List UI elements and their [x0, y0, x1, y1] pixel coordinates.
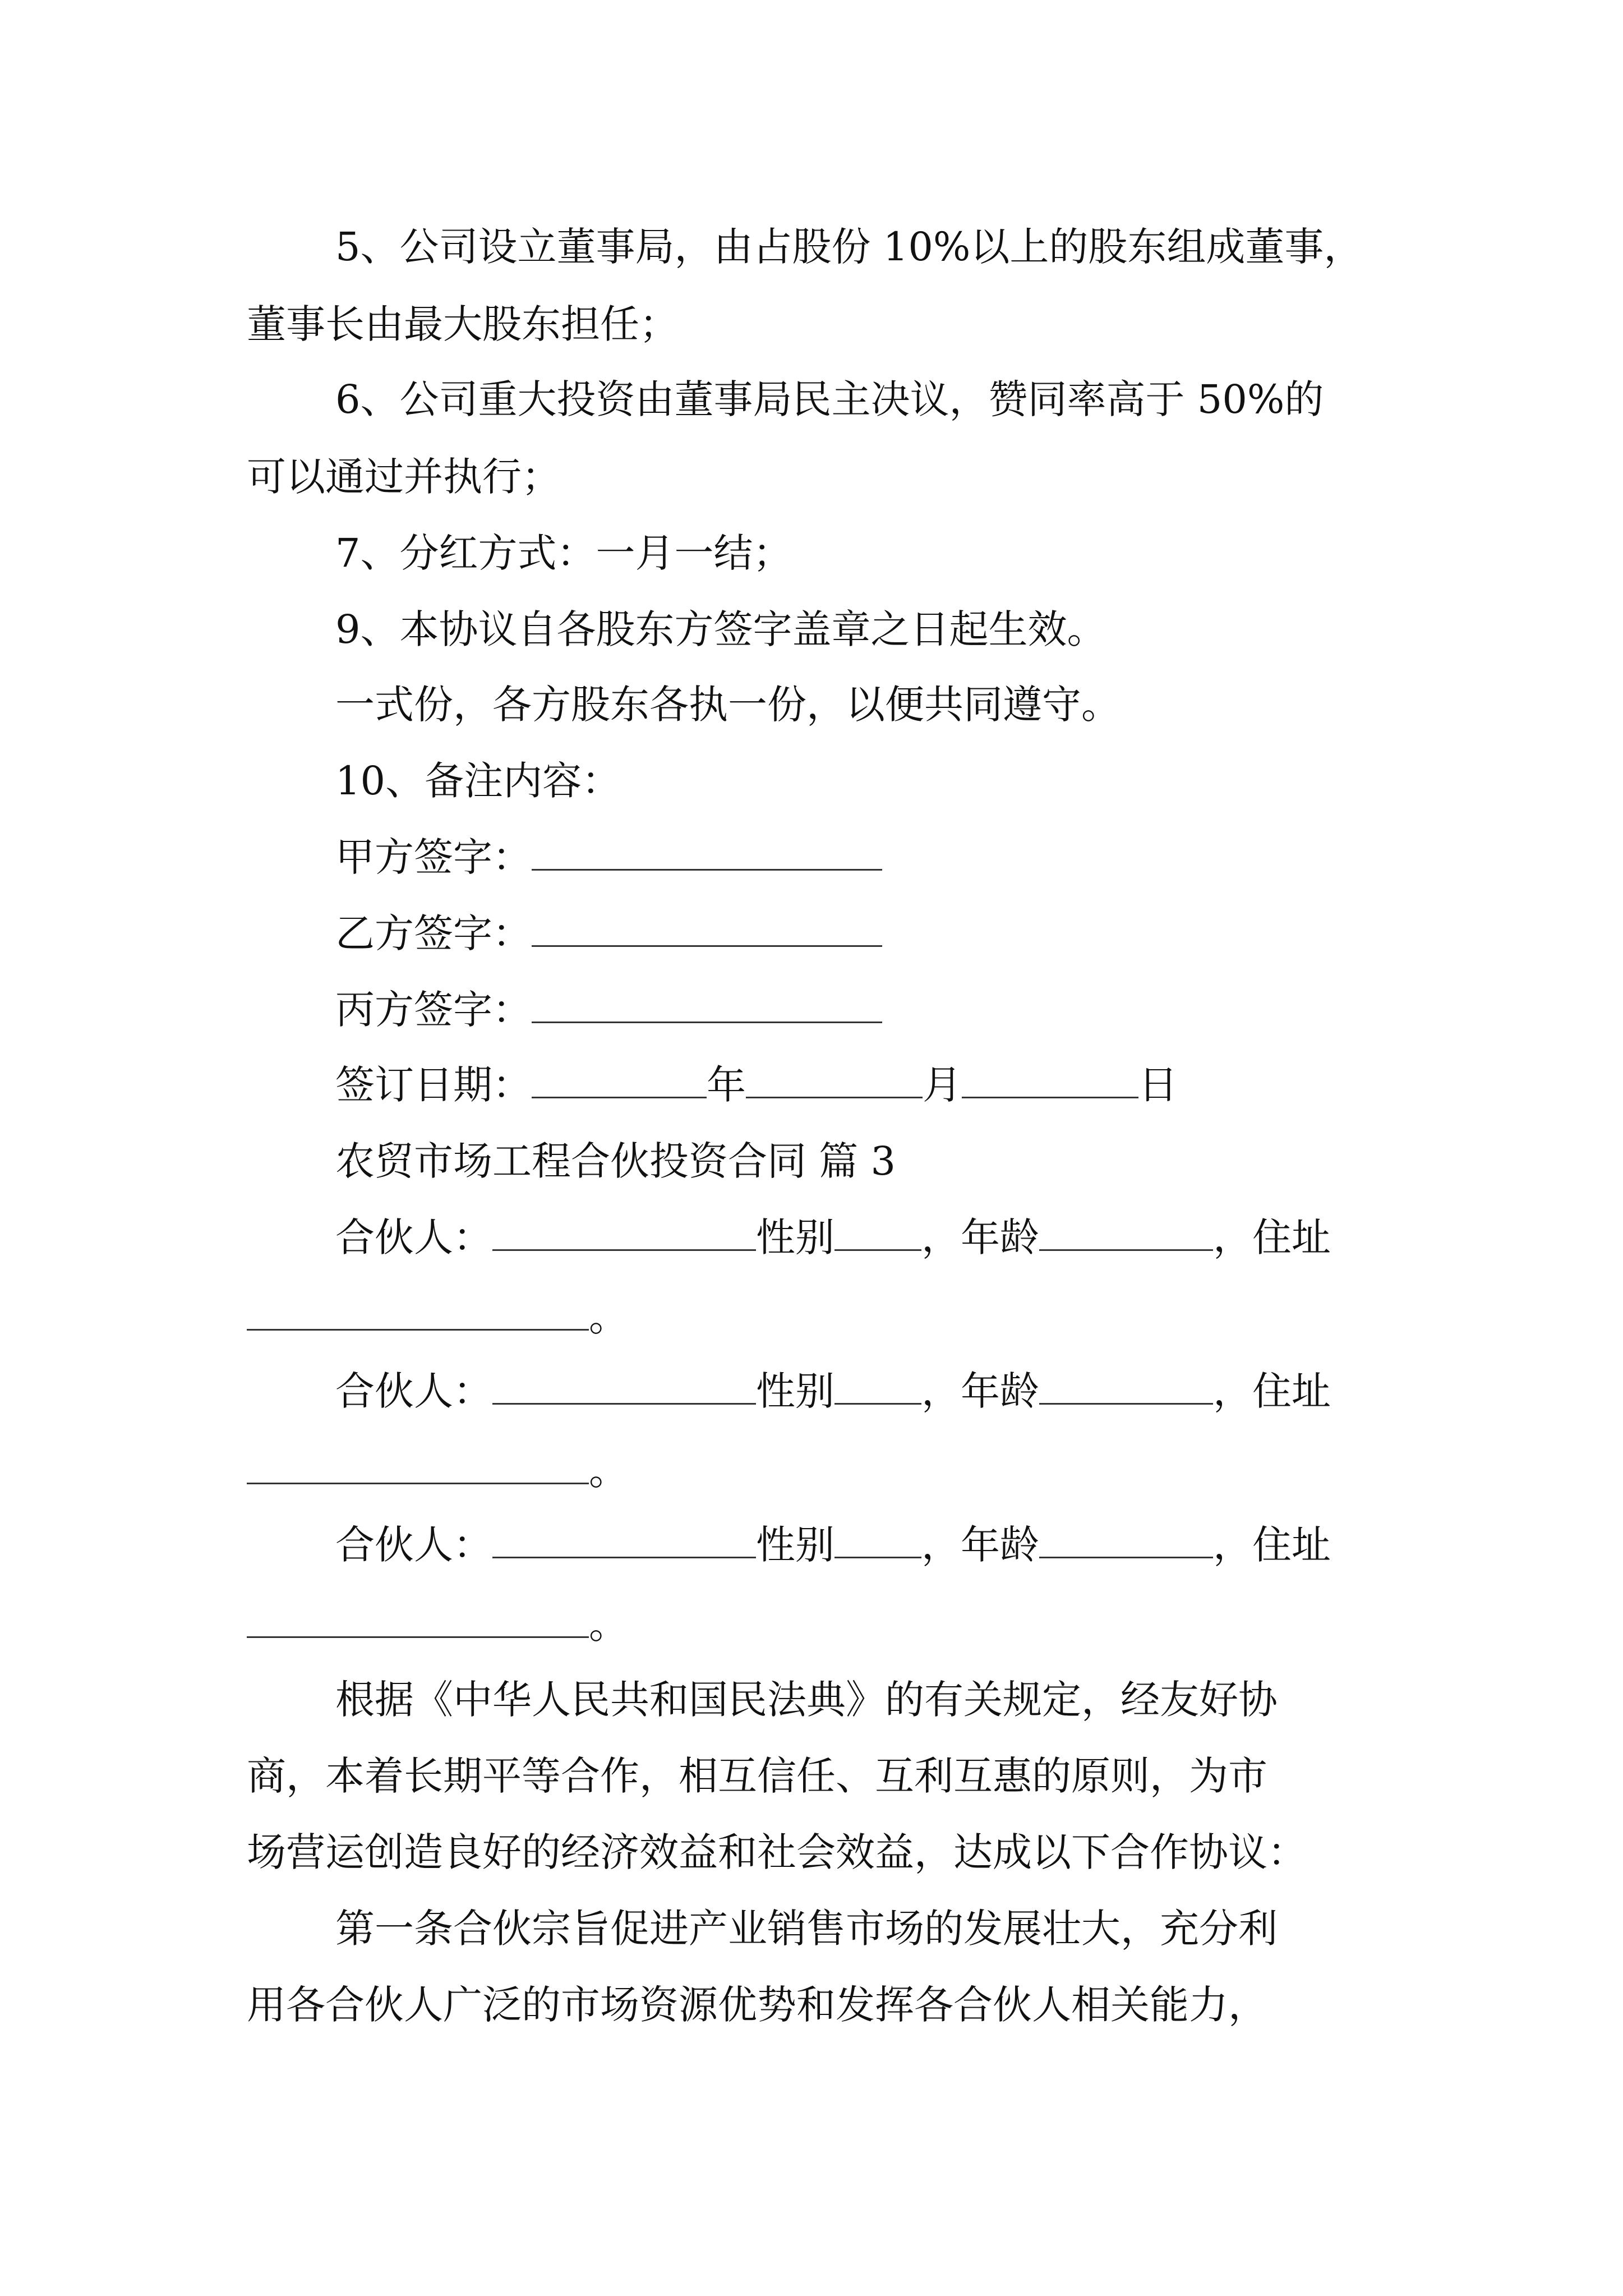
clause-10: 10、备注内容：	[335, 758, 621, 804]
clause-9: 9、本协议自各股东方签字盖章之日起生效。	[335, 606, 1106, 652]
partner-2-name-blank	[492, 1368, 756, 1405]
partner-2-age-blank	[1039, 1368, 1213, 1405]
partner-2-age-label: ，年龄	[921, 1368, 1039, 1414]
partner-3-address-row	[247, 1596, 628, 1653]
article-1-line-1: 第一条合伙宗旨促进产业销售市场的发展壮大，充分利	[335, 1906, 1278, 1952]
clause-5-line-2: 董事长由最大股东担任；	[247, 301, 679, 347]
preamble-line-2: 商，本着长期平等合作，相互信任、互利互惠的原则，为市	[247, 1753, 1267, 1799]
partner-1-label: 合伙人：	[335, 1214, 492, 1260]
party-b-signature-blank	[532, 910, 882, 947]
month-blank	[746, 1062, 923, 1098]
preamble-line-3: 场营运创造良好的经济效益和社会效益，达成以下合作协议：	[247, 1829, 1307, 1875]
partner-3-age-blank	[1039, 1522, 1213, 1558]
party-a-signature-row	[335, 829, 882, 885]
party-c-signature-label: 丙方签字：	[335, 987, 532, 1033]
partner-1-gender-blank	[834, 1214, 921, 1251]
partner-3-label: 合伙人：	[335, 1522, 492, 1568]
partner-2-end-mark: 。	[589, 1448, 628, 1494]
party-c-signature-row	[335, 982, 882, 1038]
partner-2-label: 合伙人：	[335, 1368, 492, 1414]
partner-2-address-blank	[247, 1448, 589, 1484]
signing-date-label: 签订日期：	[335, 1062, 532, 1108]
party-b-signature-row	[335, 905, 882, 961]
partner-3-gender-label: 性别	[756, 1522, 834, 1568]
partner-2-row	[335, 1363, 1331, 1419]
year-label: 年	[707, 1062, 746, 1108]
partner-3-name-blank	[492, 1522, 756, 1558]
partner-3-gender-blank	[834, 1522, 921, 1558]
clause-6-line-1: 6、公司重大投资由董事局民主决议，赞同率高于 50%的	[335, 376, 1324, 422]
party-c-signature-blank	[532, 987, 882, 1023]
party-a-signature-label: 甲方签字：	[335, 834, 532, 880]
partner-3-address-blank	[247, 1602, 589, 1638]
copies-clause: 一式份，各方股东各执一份，以便共同遵守。	[335, 682, 1121, 728]
day-label: 日	[1138, 1062, 1178, 1108]
section-title: 农贸市场工程合伙投资合同 篇 3	[335, 1138, 896, 1184]
party-b-signature-label: 乙方签字：	[335, 910, 532, 956]
partner-1-row	[335, 1209, 1331, 1266]
partner-2-gender-label: 性别	[756, 1368, 834, 1414]
partner-2-gender-blank	[834, 1368, 921, 1405]
clause-5-line-1: 5、公司设立董事局，由占股份 10%以上的股东组成董事，	[335, 224, 1363, 270]
article-1-line-2: 用各合伙人广泛的市场资源优势和发挥各合伙人相关能力，	[247, 1982, 1267, 2028]
partner-2-address-row	[247, 1443, 628, 1499]
partner-1-age-blank	[1039, 1214, 1213, 1251]
clause-6-line-2: 可以通过并执行；	[247, 454, 561, 500]
partner-1-address-row	[247, 1289, 628, 1345]
partner-3-row	[335, 1517, 1331, 1573]
year-blank	[532, 1062, 707, 1098]
signing-date-row	[335, 1057, 1178, 1113]
party-a-signature-blank	[532, 834, 882, 871]
preamble-line-1: 根据《中华人民共和国民法典》的有关规定，经友好协	[335, 1677, 1278, 1723]
partner-3-address-label: ，住址	[1213, 1522, 1331, 1568]
partner-1-gender-label: 性别	[756, 1214, 834, 1260]
month-label: 月	[923, 1062, 962, 1108]
partner-1-address-blank	[247, 1294, 589, 1331]
partner-1-address-label: ，住址	[1213, 1214, 1331, 1260]
day-blank	[962, 1062, 1138, 1098]
partner-1-age-label: ，年龄	[921, 1214, 1039, 1260]
partner-3-age-label: ，年龄	[921, 1522, 1039, 1568]
partner-2-address-label: ，住址	[1213, 1368, 1331, 1414]
partner-3-end-mark: 。	[589, 1602, 628, 1648]
partner-1-name-blank	[492, 1214, 756, 1251]
partner-1-end-mark: 。	[589, 1294, 628, 1340]
clause-7: 7、分红方式：一月一结；	[335, 530, 792, 576]
